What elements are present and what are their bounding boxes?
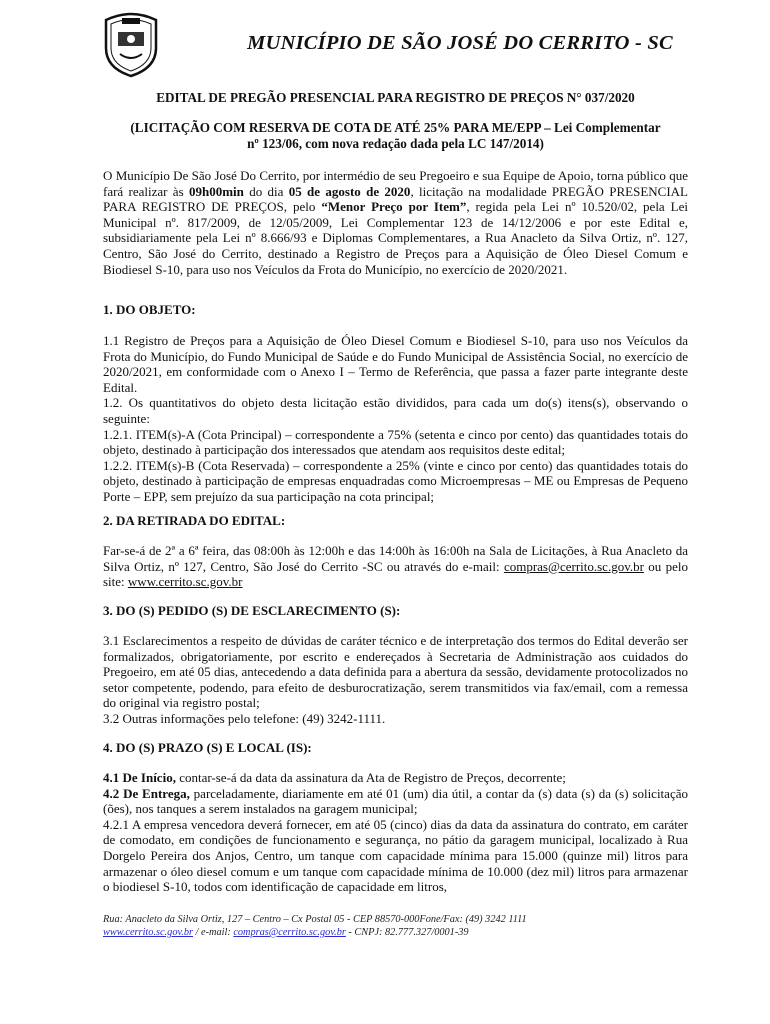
- page-footer: [103, 913, 688, 939]
- page-header: [100, 10, 740, 80]
- clause-3-1: 3.1 Esclarecimentos a respeito de dúvidas de caráter técnico e de interpretação dos termos do Edital deverão ser formalizados, obrigatoriamente, por escrito e endereçados à Secretaria de Administração aos cuidados do Pregoeiro, em até 05 dias, antecedendo a data definida para a abertura da sessão, devidamente protocolizados no setor competente, podendo, para efeito de desburocratização, serem transmitidos via fax/email, com a remessa do original via registro postal;: [103, 633, 688, 711]
- retrieval-text-2: ou pelo site:: [103, 558, 688, 590]
- judgment-criterion: “Menor Preço por Item”: [321, 199, 467, 215]
- clause-1-2-2: 1.2.2. ITEM(s)-B (Cota Reservada) – correspondente a 25% (vinte e cinco por cento) das quantidades totais do objeto, destinado à participação de empresas enquadradas como Microempresas – ME ou Empresas de Pequeno Porte – EPP, sem prejuízo da sua participação na cota principal;: [103, 457, 688, 504]
- section-2-body: [103, 543, 688, 590]
- intro-text-1: O Município De São José Do Cerrito, por intermédio de seu Pregoeiro e sua Equipe de Apoio, torna público que fará realizar às: [103, 168, 688, 199]
- clause-1-2: 1.2. Os quantitativos do objeto desta licitação estão divididos, para cada um do(s) itens(s), observando o seguinte:: [103, 395, 688, 426]
- edital-title: EDITAL DE PREGÃO PRESENCIAL PARA REGISTRO DE PREÇOS N° 037/2020: [156, 90, 635, 105]
- section-4-body: [103, 770, 688, 895]
- section-3-heading: 3. DO (S) PEDIDO (S) DE ESCLARECIMENTO (S):: [103, 603, 401, 618]
- clause-1-2-1: 1.2.1. ITEM(s)-A (Cota Principal) – correspondente a 75% (setenta e cinco por cento) das quantidades totais do objeto, destinado à participação dos interessados que atendam aos requisitos deste edital;: [103, 426, 688, 458]
- section-1-body: [103, 333, 688, 505]
- section-4-heading: 4. DO (S) PRAZO (S) E LOCAL (IS):: [103, 740, 312, 755]
- footer-address: Rua: Anacleto da Silva Ortiz, 127 – Centro – Cx Postal 05 - CEP 88570-000Fone/Fax: (49) 3242 1111: [103, 914, 527, 925]
- section-1-heading: 1. DO OBJETO:: [103, 302, 196, 317]
- footer-contacts: www.cerrito.sc.gov.br / e-mail: compras@cerrito.sc.gov.br - CNPJ: 82.777.327/0001-39: [103, 927, 469, 938]
- session-time: 09h00min: [188, 183, 244, 199]
- clause-4-2-1: 4.2.1 A empresa vencedora deverá fornecer, em até 05 (cinco) dias da data da assinatura do contrato, em caráter de comodato, em condições de funcionamento e segurança, no pátio da garagem municipal, localizado à Rua Dorgelo Pereira dos Anjos, Centro, um tanque com capacidade mínima para 15.000 (quinze mil) litros para armazenar o óleo diesel comum e um tanque com capacidade mínima de 10.000 (dez mil) litros para armazenar o biodiesel S-10, todos com identificação de capacidade em litros,: [103, 816, 688, 895]
- intro-paragraph: [103, 168, 688, 277]
- clause-4-2: 4.2 De Entrega, parceladamente, diariamente em até 01 (um) dia útil, a contar da (s) data (s) da (s) solicitação (ões), nos tanques a serem instalados na garagem municipal;: [103, 785, 688, 817]
- section-3-body: [103, 633, 688, 727]
- site-link[interactable]: www.cerrito.sc.gov.br: [127, 574, 243, 590]
- clause-1-1: 1.1 Registro de Preços para a Aquisição de Óleo Diesel Comum e Biodiesel S-10, para uso nos Veículos da Frota do Município, do Fundo Municipal de Saúde e do Fundo Municipal de Assistência Social, no exercício de 2020/2021, em conformidade com o Anexo I – Termo de Referência, que passa a fazer parte integrante deste Edital.: [103, 333, 688, 395]
- footer-email-link[interactable]: compras@cerrito.sc.gov.br: [233, 927, 346, 938]
- email-link[interactable]: compras@cerrito.sc.gov.br: [503, 558, 644, 574]
- clause-4-1: 4.1 De Início, contar-se-á da data da assinatura da Ata de Registro de Preços, decorrente;: [103, 770, 566, 785]
- intro-text-3: , licitação na modalidade PREGÃO PRESENCIAL PARA REGISTRO DE PREÇOS, pelo: [103, 183, 688, 215]
- clause-3-2: 3.2 Outras informações pelo telefone: (49) 3242-1111.: [103, 710, 386, 726]
- municipality-title: MUNICÍPIO DE SÃO JOSÉ DO CERRITO - SC: [247, 32, 673, 54]
- section-2-heading: 2. DA RETIRADA DO EDITAL:: [103, 513, 286, 528]
- footer-cnpj: - CNPJ: 82.777.327/0001-39: [345, 927, 469, 938]
- session-date: 05 de agosto de 2020: [288, 183, 411, 199]
- intro-text-2: do dia: [243, 183, 289, 199]
- edital-subtitle-line2: nº 123/06, com nova redação dada pela LC 147/2014): [247, 136, 544, 151]
- edital-subtitle-line1: (LICITAÇÃO COM RESERVA DE COTA DE ATÉ 25% PARA ME/EPP – Lei Complementar: [130, 120, 661, 135]
- edital-subtitle: [103, 120, 688, 152]
- intro-text-4: , regida pela Lei nº 10.520/02, pela Lei Municipal nº. 817/2009, de 12/05/2009, Lei Complementar 123 de 14/12/2006 e por este Edital e, subsidiariamente pela Lei nº 8.666/93 e Diplomas Complementares, a Rua Anacleto da Silva Ortiz, nº. 127, Centro, São José do Cerrito, destinado a Registro de Preços para a Aquisição de Óleo Diesel Comum e Biodiesel S-10, para uso nos Veículos da Frota do Município, no exercício de 2020/2021.: [103, 199, 688, 277]
- retrieval-text: Far-se-á de 2ª a 6ª feira, das 08:00h às 12:00h e das 14:00h às 16:00h na Sala de Licitações, à Rua Anacleto da Silva Ortiz, nº 127, Centro, São José do Cerrito -SC ou através do e-mail:: [103, 543, 688, 574]
- footer-site-link[interactable]: www.cerrito.sc.gov.br: [103, 927, 193, 938]
- municipal-crest-icon: [100, 10, 162, 78]
